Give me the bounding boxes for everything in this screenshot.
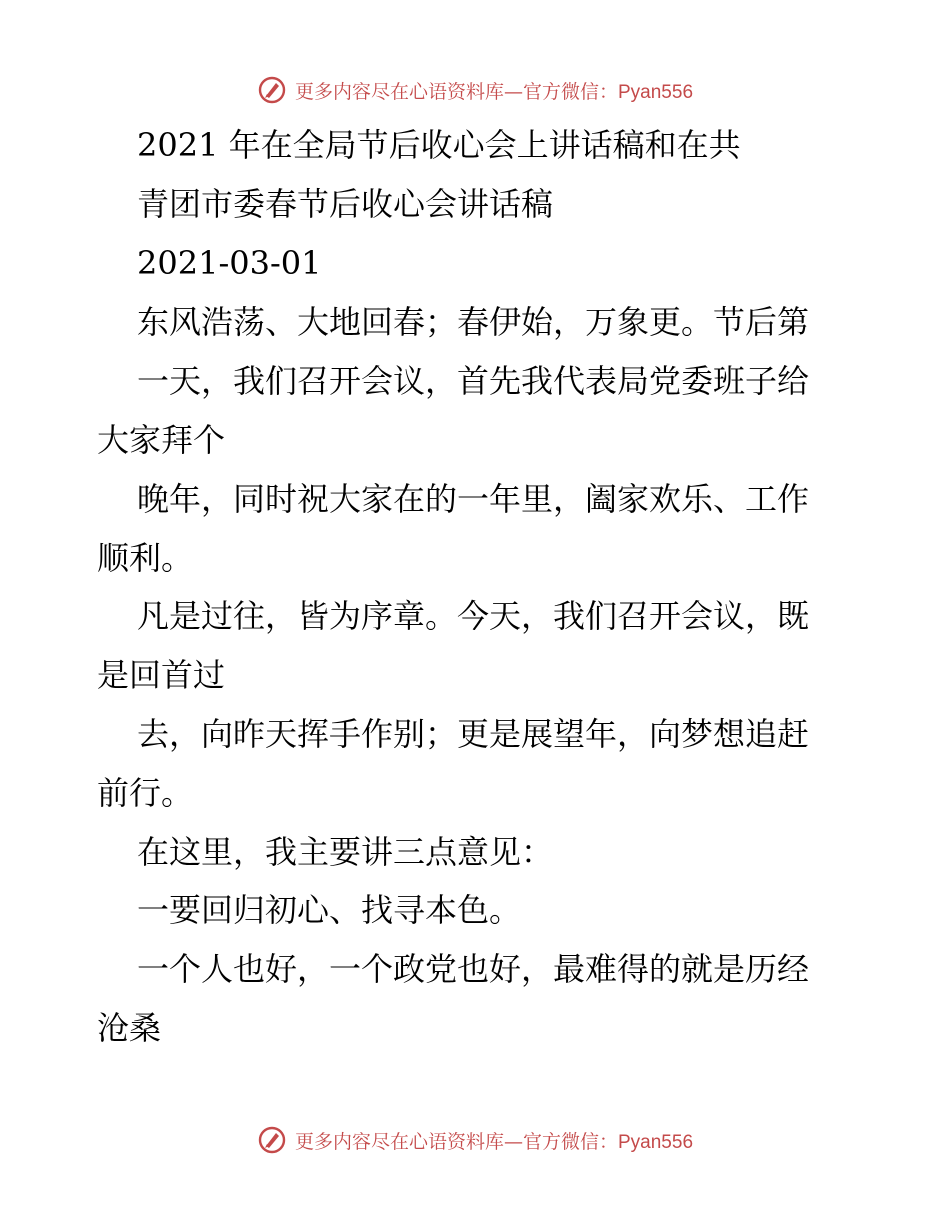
header-text [295,77,693,104]
paragraph-line: 一天，我们召开会议，首先我代表局党委班子给 [137,362,810,400]
paragraph-line: 前行。 [97,774,194,812]
header-wechat-id: Pyan556 [618,81,694,103]
paragraph-line: 沧桑 [97,1009,162,1047]
paragraph-line: 东风浩荡、大地回春；春伊始，万象更。节后第 [137,303,810,341]
paragraph-line: 一要回归初心、找寻本色。 [137,891,522,929]
paragraph-line: 顺利。 [97,539,194,577]
paragraph-line: 晚年，同时祝大家在的一年里，阖家欢乐、工作 [137,480,810,518]
pen-nib-circle-icon [257,1125,287,1155]
document-date: 2021-03-01 [137,244,322,282]
header-banner [0,70,950,110]
paragraph-line: 一个人也好，一个政党也好，最难得的就是历经 [137,950,810,988]
paragraph-line: 凡是过往，皆为序章。今天，我们召开会议，既 [137,597,810,635]
title-line-2: 青团市委春节后收心会讲话稿 [137,185,554,223]
footer-text [295,1127,693,1154]
title-line-1: 2021 年在全局节后收心会上讲话稿和在共 [137,126,741,164]
paragraph-line: 在这里，我主要讲三点意见： [137,833,554,871]
footer-slogan: 更多内容尽在心语资料库—官方微信： [294,1130,618,1153]
footer-banner [0,1120,950,1160]
paragraph-line: 大家拜个 [97,421,226,459]
pen-nib-circle-icon [257,75,287,105]
header-slogan: 更多内容尽在心语资料库—官方微信： [294,80,618,103]
footer-wechat-id: Pyan556 [618,1131,694,1153]
paragraph-line: 去，向昨天挥手作别；更是展望年，向梦想追赶 [137,715,810,753]
paragraph-line: 是回首过 [97,656,226,694]
